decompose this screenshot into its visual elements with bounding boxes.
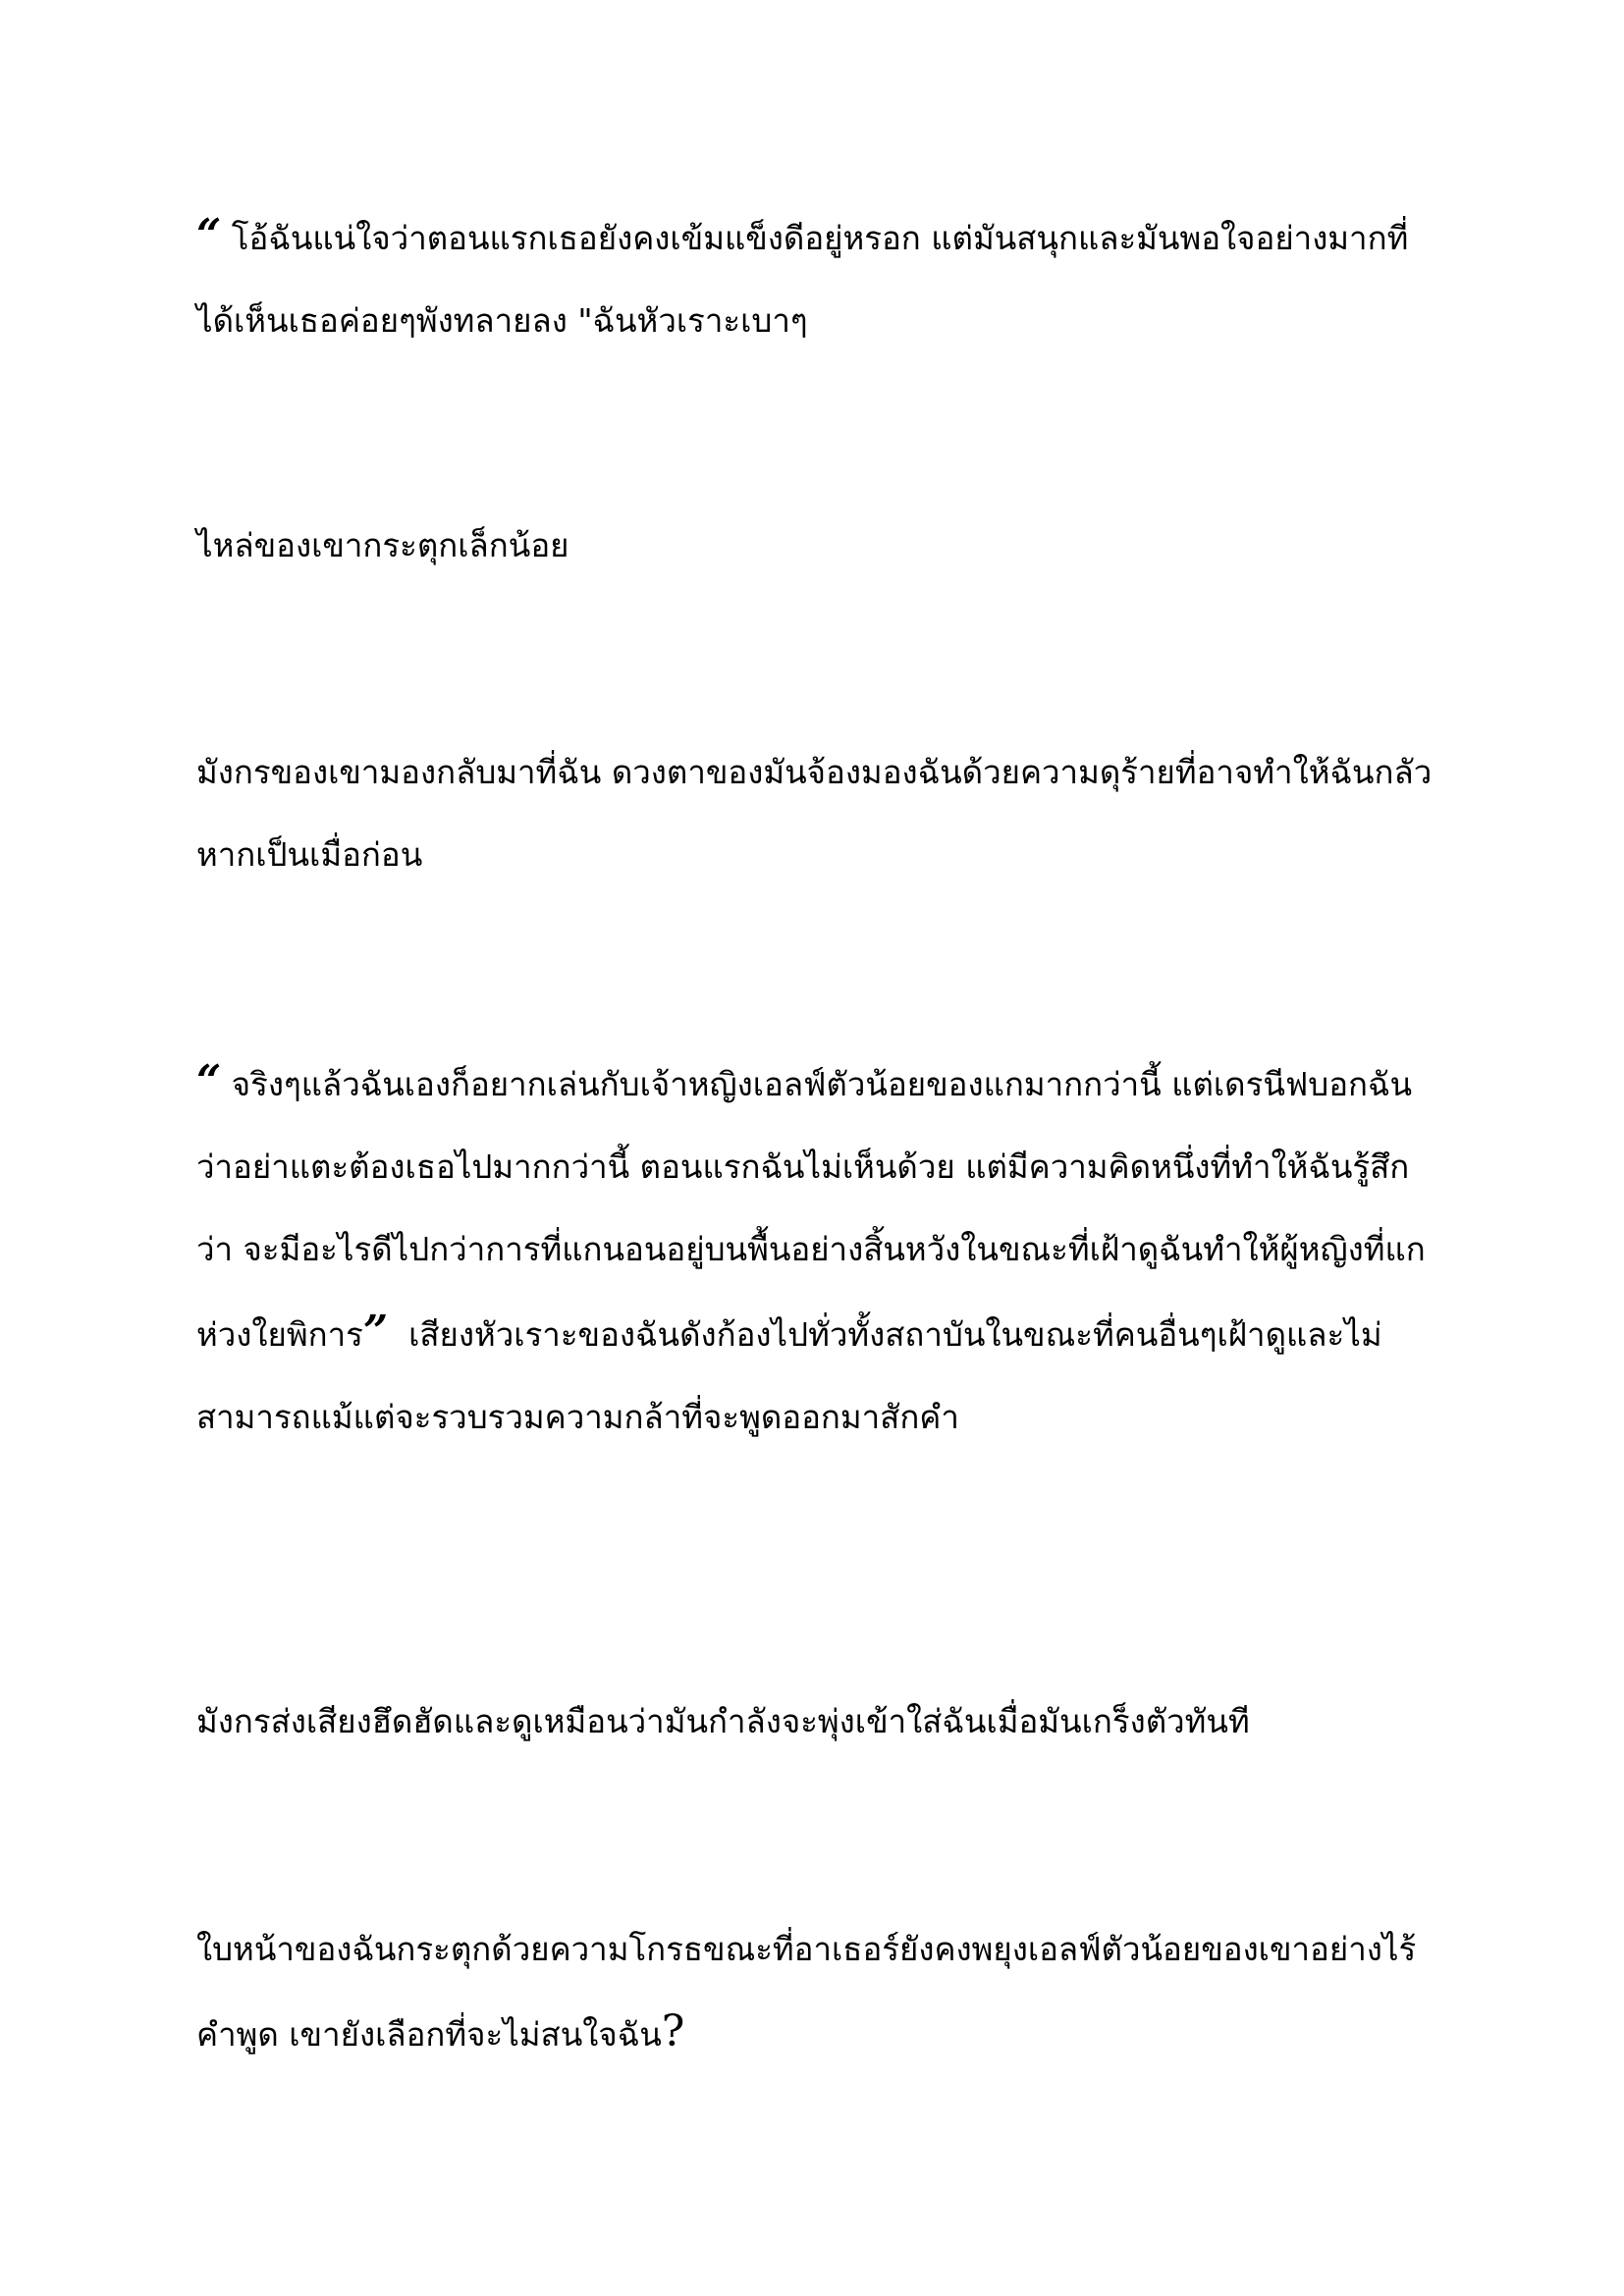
paragraph-2 — [196, 505, 1434, 587]
paragraph-5 — [196, 1681, 1434, 1763]
paragraph-6-text: ใบหน้าของฉันกระตุกด้วยความโกรธขณะที่อาเธอร์ยังคงพยุงเอลฟ์ตัวน้อยของเขาอย่างไร้คำพูด เขายังเลือกที่จะไม่สนใจฉัน — [196, 1930, 1417, 2054]
paragraph-1 — [196, 194, 1434, 362]
paragraph-3-text: มังกรของเขามองกลับมาที่ฉัน ดวงตาของมันจ้องมองฉันด้วยความดุร้ายที่อาจทำให้ฉันกลัวหากเป็นเมื่อก่อน — [196, 753, 1433, 874]
open-quote-mark: “ — [196, 1056, 222, 1106]
paragraph-1-text: โอ้ฉันแน่ใจว่าตอนแรกเธอยังคงเข้มแข็งดีอยู่หรอก แต่มันสนุกและมันพอใจอย่างมากที่ได้เห็นเธอค่อยๆพังทลายลง "ฉันหัวเราะเบาๆ — [196, 219, 1409, 340]
paragraph-5-text: มังกรส่งเสียงฮึดฮัดและดูเหมือนว่ามันกำลังจะพุ่งเข้าใส่ฉันเมื่อมันเกร็งตัวทันที — [196, 1702, 1250, 1740]
paragraph-3 — [196, 731, 1434, 896]
open-quote-mark: “ — [196, 210, 222, 260]
paragraph-4-text-after: เสียงหัวเราะของฉันดังก้องไปทั่วทั้งสถาบันในขณะที่คนอื่นๆเฝ้าดูและไม่สามารถแม้แต่จะรวบรวมความกล้าที่จะพูดออกมาสักคำ — [196, 1315, 1382, 1436]
paragraph-4 — [196, 1041, 1434, 1459]
paragraph-6 — [196, 1908, 1434, 2076]
paragraph-2-text: ไหล่ของเขากระตุกเล็กน้อย — [196, 526, 569, 564]
question-mark: ? — [661, 2006, 685, 2056]
paragraph-4-text-before: จริงๆแล้วฉันเองก็อยากเล่นกับเจ้าหญิงเอลฟ์ตัวน้อยของแกมากกว่านี้ แต่เดรนีฟบอกฉันว่าอย่าแตะต้องเธอไปมากกว่านี้ ตอนแรกฉันไม่เห็นด้วย แต่มีความคิดหนึ่งที่ทำให้ฉันรู้สึกว่า จะมีอะไรดีไปกว่าการที่แกนอนอยู่บนพื้นอย่างสิ้นหวังในขณะที่เฝ้าดูฉันทำให้ผู้หญิงที่แกห่วงใยพิการ — [196, 1065, 1426, 1354]
close-quote-mark: ” — [362, 1307, 389, 1357]
